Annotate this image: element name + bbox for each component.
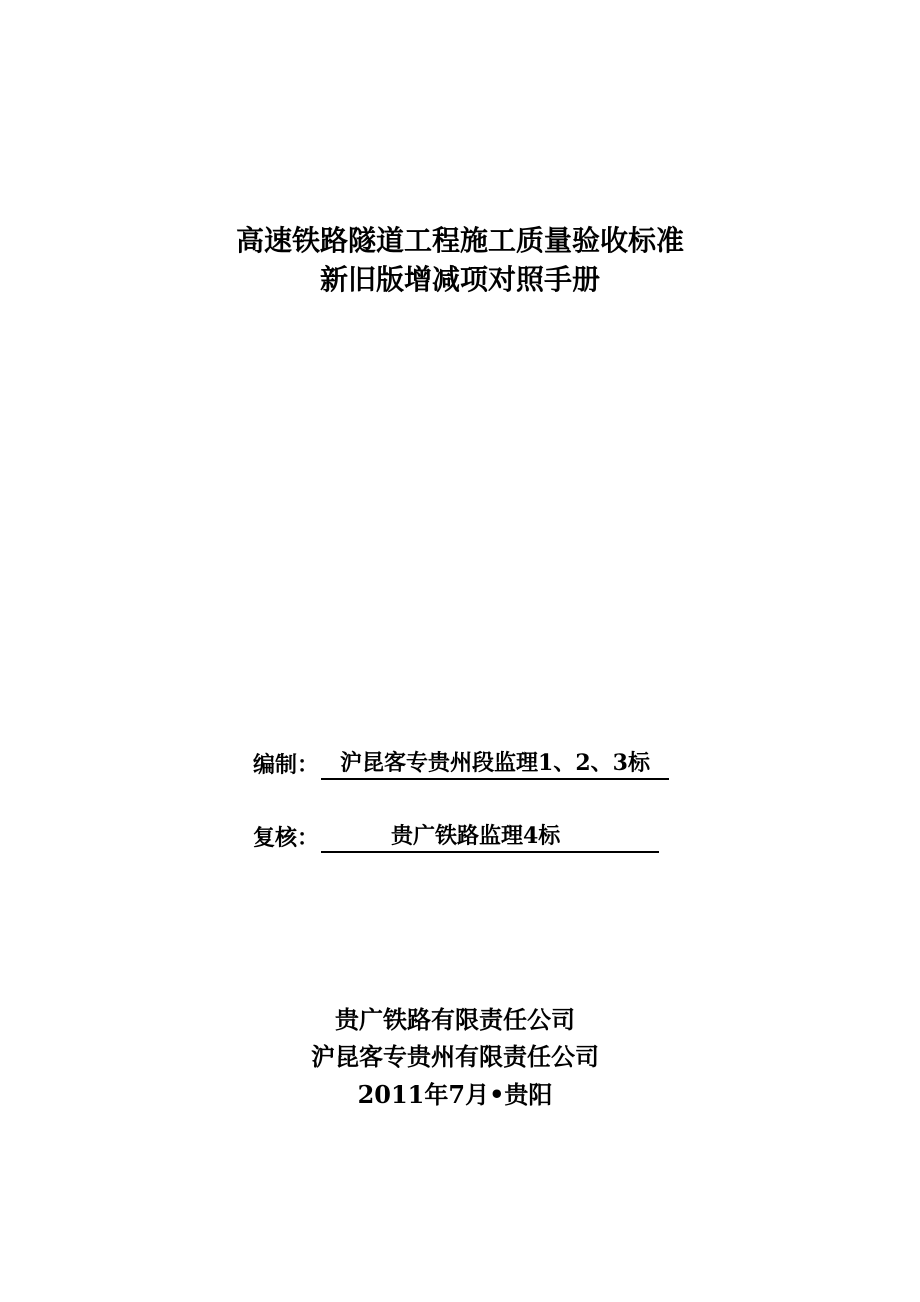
footer-date-place: 2011年7月•贵阳 [357,1080,553,1109]
footer-organization-2: 沪昆客专贵州有限责任公司 [311,1042,599,1071]
document-title-line-2: 新旧版增减项对照手册 [319,263,600,296]
compile-label: 编制： [253,752,320,778]
review-label: 复核： [253,825,320,851]
compile-row [253,744,669,780]
review-value: 贵广铁路监理4标 [391,823,561,849]
review-row [253,817,659,853]
compile-value: 沪昆客专贵州段监理1、2、3标 [321,748,669,780]
review-value-underline [321,821,659,853]
document-title-line-1: 高速铁路隧道工程施工质量验收标准 [235,224,684,257]
footer-organization-1: 贵广铁路有限责任公司 [335,1005,575,1034]
